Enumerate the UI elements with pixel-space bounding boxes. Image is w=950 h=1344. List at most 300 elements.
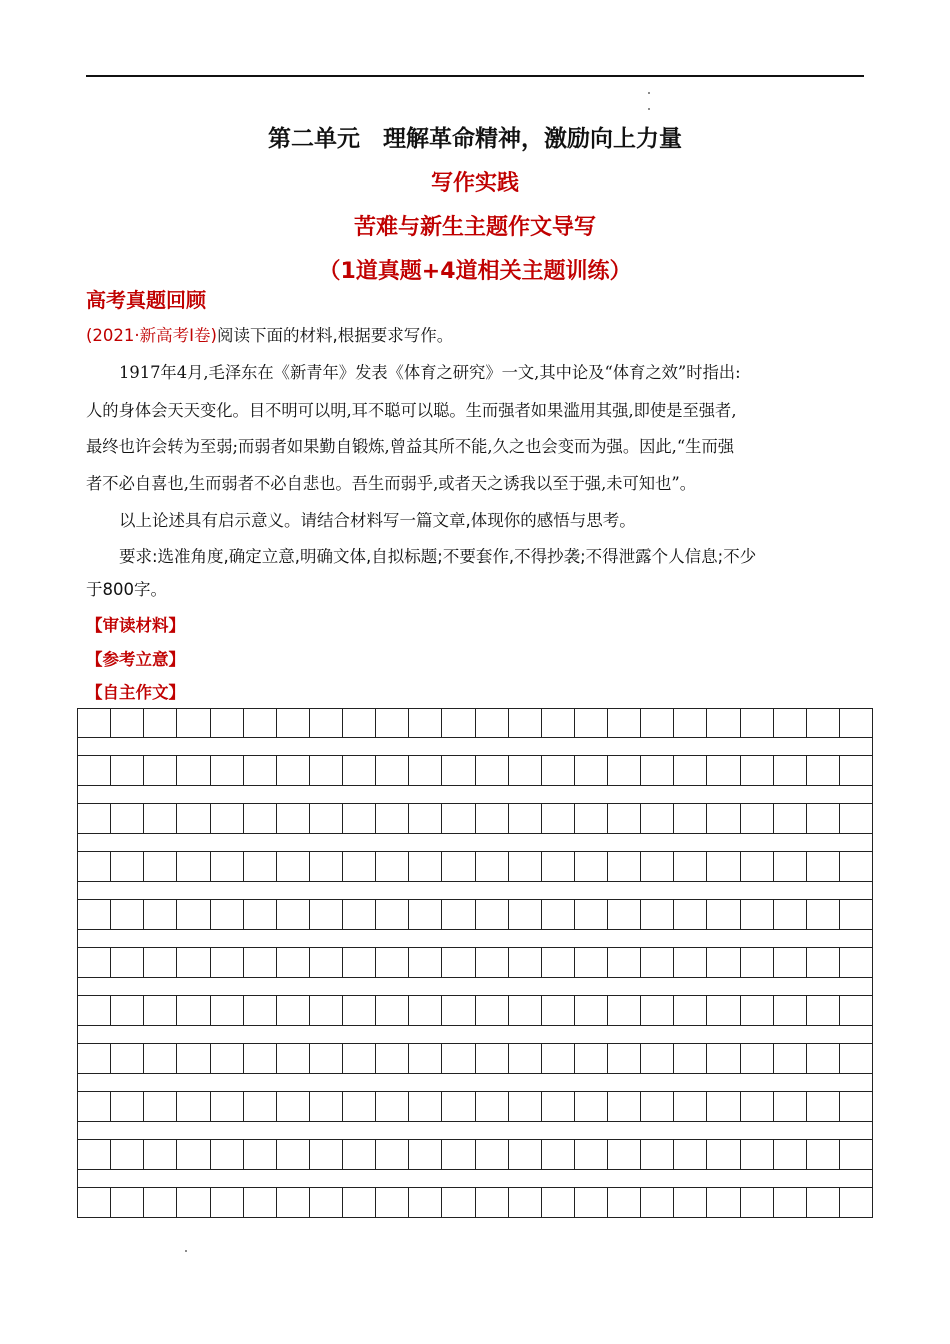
grid-cell[interactable] — [476, 900, 509, 930]
grid-cell[interactable] — [111, 1044, 144, 1074]
grid-cell[interactable] — [409, 996, 442, 1026]
grid-cell[interactable] — [211, 709, 244, 738]
grid-cell[interactable] — [442, 948, 475, 978]
grid-cell[interactable] — [741, 1188, 774, 1218]
grid-cell[interactable] — [211, 852, 244, 882]
grid-cell[interactable] — [310, 996, 343, 1026]
grid-row — [77, 756, 873, 786]
grid-cell[interactable] — [277, 948, 310, 978]
grid-cell[interactable] — [707, 804, 740, 834]
grid-cell[interactable] — [476, 1188, 509, 1218]
grid-cell[interactable] — [343, 852, 376, 882]
grid-cell[interactable] — [807, 1140, 840, 1170]
grid-row — [77, 996, 873, 1026]
grid-cell[interactable] — [807, 804, 840, 834]
decorative-dot — [185, 1250, 187, 1252]
grid-cell[interactable] — [641, 948, 674, 978]
grid-cell[interactable] — [144, 709, 177, 738]
grid-row — [77, 1140, 873, 1170]
grid-cell[interactable] — [111, 1092, 144, 1122]
grid-cell[interactable] — [277, 1188, 310, 1218]
grid-cell[interactable] — [177, 948, 210, 978]
grid-cell[interactable] — [476, 996, 509, 1026]
grid-cell[interactable] — [608, 1140, 641, 1170]
grid-cell[interactable] — [442, 1092, 475, 1122]
grid-cell[interactable] — [840, 804, 872, 834]
grid-cell[interactable] — [840, 756, 872, 786]
grid-cell[interactable] — [674, 1188, 707, 1218]
grid-cell[interactable] — [277, 804, 310, 834]
grid-cell[interactable] — [111, 996, 144, 1026]
grid-cell[interactable] — [111, 948, 144, 978]
grid-cell[interactable] — [78, 1044, 111, 1074]
grid-cell[interactable] — [244, 900, 277, 930]
grid-cell[interactable] — [674, 900, 707, 930]
grid-cell[interactable] — [575, 804, 608, 834]
grid-cell[interactable] — [476, 804, 509, 834]
grid-cell[interactable] — [376, 996, 409, 1026]
grid-cell[interactable] — [409, 1044, 442, 1074]
grid-cell[interactable] — [177, 900, 210, 930]
grid-cell[interactable] — [476, 709, 509, 738]
grid-cell[interactable] — [177, 804, 210, 834]
grid-cell[interactable] — [310, 756, 343, 786]
grid-cell[interactable] — [409, 1140, 442, 1170]
grid-cell[interactable] — [707, 709, 740, 738]
grid-cell[interactable] — [111, 1188, 144, 1218]
grid-row-gap — [77, 978, 873, 996]
grid-row-gap — [77, 1026, 873, 1044]
grid-cell[interactable] — [575, 996, 608, 1026]
grid-cell[interactable] — [111, 1140, 144, 1170]
grid-cell[interactable] — [608, 996, 641, 1026]
grid-cell[interactable] — [674, 1092, 707, 1122]
grid-cell[interactable] — [310, 1188, 343, 1218]
grid-cell[interactable] — [741, 756, 774, 786]
grid-cell[interactable] — [442, 756, 475, 786]
grid-cell[interactable] — [409, 756, 442, 786]
grid-cell[interactable] — [442, 996, 475, 1026]
grid-cell[interactable] — [409, 709, 442, 738]
grid-cell[interactable] — [442, 709, 475, 738]
grid-cell[interactable] — [476, 1092, 509, 1122]
grid-cell[interactable] — [177, 709, 210, 738]
grid-cell[interactable] — [641, 1188, 674, 1218]
grid-cell[interactable] — [575, 709, 608, 738]
grid-cell[interactable] — [211, 996, 244, 1026]
grid-cell[interactable] — [674, 1140, 707, 1170]
grid-cell[interactable] — [741, 948, 774, 978]
decorative-dot — [648, 108, 650, 110]
grid-cell[interactable] — [707, 1188, 740, 1218]
grid-cell[interactable] — [741, 852, 774, 882]
grid-cell[interactable] — [641, 1044, 674, 1074]
grid-cell[interactable] — [78, 1092, 111, 1122]
grid-row-gap — [77, 834, 873, 852]
grid-cell[interactable] — [111, 852, 144, 882]
grid-cell[interactable] — [608, 900, 641, 930]
grid-cell[interactable] — [409, 852, 442, 882]
grid-cell[interactable] — [741, 900, 774, 930]
section-heading: 高考真题回顾 — [86, 288, 206, 312]
grid-cell[interactable] — [277, 852, 310, 882]
grid-cell[interactable] — [442, 1044, 475, 1074]
grid-cell[interactable] — [542, 996, 575, 1026]
grid-cell[interactable] — [78, 852, 111, 882]
grid-cell[interactable] — [542, 709, 575, 738]
grid-cell[interactable] — [774, 1092, 807, 1122]
grid-cell[interactable] — [177, 1188, 210, 1218]
grid-cell[interactable] — [277, 709, 310, 738]
grid-cell[interactable] — [542, 900, 575, 930]
grid-cell[interactable] — [807, 709, 840, 738]
grid-cell[interactable] — [343, 948, 376, 978]
grid-cell[interactable] — [78, 900, 111, 930]
grid-cell[interactable] — [741, 804, 774, 834]
grid-cell[interactable] — [575, 756, 608, 786]
grid-cell[interactable] — [376, 1092, 409, 1122]
grid-cell[interactable] — [442, 1140, 475, 1170]
grid-cell[interactable] — [244, 756, 277, 786]
grid-cell[interactable] — [707, 996, 740, 1026]
grid-cell[interactable] — [244, 996, 277, 1026]
grid-cell[interactable] — [840, 1188, 872, 1218]
grid-cell[interactable] — [608, 852, 641, 882]
grid-cell[interactable] — [575, 1188, 608, 1218]
grid-cell[interactable] — [774, 1188, 807, 1218]
grid-cell[interactable] — [476, 852, 509, 882]
grid-cell[interactable] — [409, 948, 442, 978]
grid-cell[interactable] — [177, 756, 210, 786]
grid-cell[interactable] — [741, 1140, 774, 1170]
grid-cell[interactable] — [641, 709, 674, 738]
grid-cell[interactable] — [343, 1044, 376, 1074]
grid-cell[interactable] — [409, 1092, 442, 1122]
grid-cell[interactable] — [807, 996, 840, 1026]
guide-title: 苦难与新生主题作文导写 — [353, 215, 596, 240]
grid-cell[interactable] — [310, 852, 343, 882]
grid-cell[interactable] — [111, 709, 144, 738]
grid-cell[interactable] — [575, 900, 608, 930]
grid-cell[interactable] — [774, 852, 807, 882]
grid-cell[interactable] — [707, 1140, 740, 1170]
grid-cell[interactable] — [840, 996, 872, 1026]
grid-cell[interactable] — [310, 948, 343, 978]
grid-cell[interactable] — [343, 1188, 376, 1218]
grid-cell[interactable] — [277, 756, 310, 786]
grid-cell[interactable] — [177, 1140, 210, 1170]
grid-cell[interactable] — [244, 1044, 277, 1074]
grid-cell[interactable] — [840, 1140, 872, 1170]
grid-cell[interactable] — [442, 900, 475, 930]
grid-cell[interactable] — [409, 804, 442, 834]
grid-cell[interactable] — [674, 852, 707, 882]
grid-cell[interactable] — [376, 804, 409, 834]
requirements-line: 要求:选准角度,确定立意,明确文体,自拟标题;不要套作,不得抄袭;不得泄露个人信息;不少 — [119, 547, 757, 566]
grid-cell[interactable] — [608, 1092, 641, 1122]
grid-cell[interactable] — [509, 996, 542, 1026]
grid-cell[interactable] — [608, 1188, 641, 1218]
grid-cell[interactable] — [442, 852, 475, 882]
grid-cell[interactable] — [641, 804, 674, 834]
grid-cell[interactable] — [310, 1044, 343, 1074]
grid-cell[interactable] — [542, 1044, 575, 1074]
grid-cell[interactable] — [542, 1140, 575, 1170]
grid-cell[interactable] — [509, 852, 542, 882]
grid-cell[interactable] — [807, 948, 840, 978]
grid-cell[interactable] — [211, 900, 244, 930]
grid-cell[interactable] — [641, 756, 674, 786]
grid-cell[interactable] — [144, 852, 177, 882]
grid-cell[interactable] — [211, 1044, 244, 1074]
grid-cell[interactable] — [840, 1044, 872, 1074]
essay-writing-grid[interactable] — [77, 708, 873, 1218]
grid-cell[interactable] — [774, 709, 807, 738]
grid-cell[interactable] — [774, 900, 807, 930]
grid-cell[interactable] — [343, 756, 376, 786]
grid-cell[interactable] — [144, 996, 177, 1026]
grid-cell[interactable] — [409, 900, 442, 930]
grid-cell[interactable] — [641, 996, 674, 1026]
grid-row — [77, 900, 873, 930]
grid-cell[interactable] — [840, 1092, 872, 1122]
grid-cell[interactable] — [575, 948, 608, 978]
grid-cell[interactable] — [575, 852, 608, 882]
grid-cell[interactable] — [211, 948, 244, 978]
grid-cell[interactable] — [343, 996, 376, 1026]
grid-cell[interactable] — [211, 756, 244, 786]
grid-cell[interactable] — [542, 756, 575, 786]
grid-cell[interactable] — [674, 709, 707, 738]
grid-cell[interactable] — [674, 756, 707, 786]
decorative-dot — [648, 92, 650, 94]
grid-cell[interactable] — [277, 900, 310, 930]
grid-cell[interactable] — [509, 948, 542, 978]
unit-title: 第二单元 理解革命精神，激励向上力量 — [268, 126, 682, 152]
material-line: 者不必自喜也,生而弱者不必自悲也。吾生而弱乎,或者天之诱我以至于强,未可知也”。 — [86, 474, 696, 493]
grid-cell[interactable] — [509, 1092, 542, 1122]
grid-cell[interactable] — [211, 1188, 244, 1218]
grid-cell[interactable] — [840, 900, 872, 930]
grid-cell[interactable] — [542, 852, 575, 882]
requirements-line: 于800字。 — [86, 580, 167, 599]
grid-cell[interactable] — [343, 709, 376, 738]
grid-cell[interactable] — [310, 1092, 343, 1122]
grid-cell[interactable] — [343, 900, 376, 930]
grid-cell[interactable] — [244, 1188, 277, 1218]
grid-cell[interactable] — [376, 1188, 409, 1218]
grid-cell[interactable] — [78, 709, 111, 738]
grid-cell[interactable] — [807, 1092, 840, 1122]
grid-cell[interactable] — [840, 709, 872, 738]
grid-cell[interactable] — [674, 804, 707, 834]
grid-cell[interactable] — [509, 1044, 542, 1074]
grid-cell[interactable] — [575, 1044, 608, 1074]
grid-cell[interactable] — [310, 709, 343, 738]
grid-row — [77, 852, 873, 882]
grid-cell[interactable] — [774, 756, 807, 786]
grid-cell[interactable] — [641, 852, 674, 882]
grid-cell[interactable] — [244, 1092, 277, 1122]
grid-cell[interactable] — [177, 996, 210, 1026]
grid-cell[interactable] — [707, 756, 740, 786]
grid-cell[interactable] — [376, 852, 409, 882]
grid-cell[interactable] — [409, 1188, 442, 1218]
grid-row — [77, 1044, 873, 1074]
grid-row-gap — [77, 1122, 873, 1140]
grid-row — [77, 708, 873, 738]
grid-cell[interactable] — [575, 1092, 608, 1122]
grid-cell[interactable] — [542, 1092, 575, 1122]
grid-cell[interactable] — [608, 804, 641, 834]
grid-cell[interactable] — [575, 1140, 608, 1170]
grid-cell[interactable] — [277, 1140, 310, 1170]
grid-cell[interactable] — [774, 1140, 807, 1170]
grid-cell[interactable] — [244, 804, 277, 834]
grid-cell[interactable] — [244, 852, 277, 882]
grid-row — [77, 1092, 873, 1122]
grid-cell[interactable] — [741, 996, 774, 1026]
grid-cell[interactable] — [442, 804, 475, 834]
grid-cell[interactable] — [111, 900, 144, 930]
grid-cell[interactable] — [78, 1188, 111, 1218]
grid-cell[interactable] — [608, 709, 641, 738]
grid-cell[interactable] — [674, 996, 707, 1026]
grid-cell[interactable] — [144, 900, 177, 930]
grid-cell[interactable] — [840, 948, 872, 978]
grid-cell[interactable] — [343, 1092, 376, 1122]
grid-cell[interactable] — [211, 1092, 244, 1122]
grid-cell[interactable] — [608, 756, 641, 786]
grid-cell[interactable] — [277, 1092, 310, 1122]
material-line: 1917年4月,毛泽东在《新青年》发表《体育之研究》一文,其中论及“体育之效”时指出: — [119, 363, 741, 382]
grid-row — [77, 1188, 873, 1218]
grid-cell[interactable] — [144, 1188, 177, 1218]
grid-cell[interactable] — [707, 852, 740, 882]
grid-cell[interactable] — [542, 804, 575, 834]
grid-cell[interactable] — [78, 1140, 111, 1170]
grid-cell[interactable] — [78, 996, 111, 1026]
grid-cell[interactable] — [177, 852, 210, 882]
grid-cell[interactable] — [641, 1140, 674, 1170]
grid-cell[interactable] — [807, 900, 840, 930]
grid-cell[interactable] — [244, 1140, 277, 1170]
grid-cell[interactable] — [310, 1140, 343, 1170]
grid-cell[interactable] — [707, 948, 740, 978]
grid-cell[interactable] — [840, 852, 872, 882]
grid-cell[interactable] — [211, 804, 244, 834]
grid-cell[interactable] — [674, 948, 707, 978]
grid-cell[interactable] — [277, 996, 310, 1026]
grid-cell[interactable] — [807, 852, 840, 882]
reference-idea-marker: 【参考立意】 — [86, 650, 185, 669]
question-count-title: （1道真题+4道相关主题训练） — [318, 259, 632, 284]
grid-cell[interactable] — [177, 1044, 210, 1074]
grid-cell[interactable] — [343, 1140, 376, 1170]
grid-cell[interactable] — [376, 756, 409, 786]
grid-cell[interactable] — [741, 1092, 774, 1122]
grid-cell[interactable] — [807, 1188, 840, 1218]
grid-cell[interactable] — [509, 1140, 542, 1170]
grid-cell[interactable] — [509, 709, 542, 738]
grid-row-gap — [77, 1074, 873, 1092]
grid-cell[interactable] — [542, 948, 575, 978]
grid-cell[interactable] — [509, 900, 542, 930]
grid-cell[interactable] — [509, 804, 542, 834]
grid-cell[interactable] — [376, 709, 409, 738]
grid-cell[interactable] — [509, 1188, 542, 1218]
grid-cell[interactable] — [144, 804, 177, 834]
grid-cell[interactable] — [741, 709, 774, 738]
grid-cell[interactable] — [476, 948, 509, 978]
grid-cell[interactable] — [608, 1044, 641, 1074]
grid-cell[interactable] — [376, 1044, 409, 1074]
grid-cell[interactable] — [111, 756, 144, 786]
grid-cell[interactable] — [476, 1044, 509, 1074]
grid-cell[interactable] — [144, 756, 177, 786]
writing-prompt: 以上论述具有启示意义。请结合材料写一篇文章,体现你的感悟与思考。 — [119, 511, 636, 530]
grid-cell[interactable] — [144, 1044, 177, 1074]
grid-cell[interactable] — [641, 1092, 674, 1122]
grid-cell[interactable] — [774, 996, 807, 1026]
grid-row-gap — [77, 738, 873, 756]
grid-cell[interactable] — [509, 756, 542, 786]
grid-cell[interactable] — [78, 756, 111, 786]
practice-title: 写作实践 — [430, 171, 519, 196]
grid-cell[interactable] — [376, 1140, 409, 1170]
grid-cell[interactable] — [211, 1140, 244, 1170]
grid-cell[interactable] — [674, 1044, 707, 1074]
question-source: (2021·新高考Ⅰ卷) — [86, 326, 217, 345]
grid-cell[interactable] — [476, 756, 509, 786]
grid-cell[interactable] — [277, 1044, 310, 1074]
grid-cell[interactable] — [807, 1044, 840, 1074]
grid-cell[interactable] — [376, 948, 409, 978]
grid-cell[interactable] — [774, 1044, 807, 1074]
grid-row — [77, 948, 873, 978]
grid-cell[interactable] — [376, 900, 409, 930]
grid-row-gap — [77, 786, 873, 804]
grid-cell[interactable] — [343, 804, 376, 834]
essay-marker: 【自主作文】 — [86, 683, 185, 702]
grid-cell[interactable] — [310, 804, 343, 834]
grid-row — [77, 804, 873, 834]
grid-cell[interactable] — [244, 709, 277, 738]
grid-cell[interactable] — [244, 948, 277, 978]
grid-cell[interactable] — [641, 900, 674, 930]
grid-cell[interactable] — [476, 1140, 509, 1170]
grid-cell[interactable] — [144, 948, 177, 978]
grid-cell[interactable] — [707, 900, 740, 930]
grid-cell[interactable] — [442, 1188, 475, 1218]
grid-cell[interactable] — [807, 756, 840, 786]
grid-cell[interactable] — [707, 1044, 740, 1074]
grid-cell[interactable] — [177, 1092, 210, 1122]
grid-cell[interactable] — [78, 948, 111, 978]
grid-cell[interactable] — [111, 804, 144, 834]
grid-cell[interactable] — [608, 948, 641, 978]
grid-cell[interactable] — [144, 1092, 177, 1122]
grid-cell[interactable] — [741, 1044, 774, 1074]
grid-cell[interactable] — [310, 900, 343, 930]
grid-cell[interactable] — [774, 804, 807, 834]
grid-cell[interactable] — [144, 1140, 177, 1170]
header-rule — [86, 75, 864, 77]
grid-cell[interactable] — [78, 804, 111, 834]
grid-cell[interactable] — [542, 1188, 575, 1218]
grid-cell[interactable] — [707, 1092, 740, 1122]
grid-cell[interactable] — [774, 948, 807, 978]
